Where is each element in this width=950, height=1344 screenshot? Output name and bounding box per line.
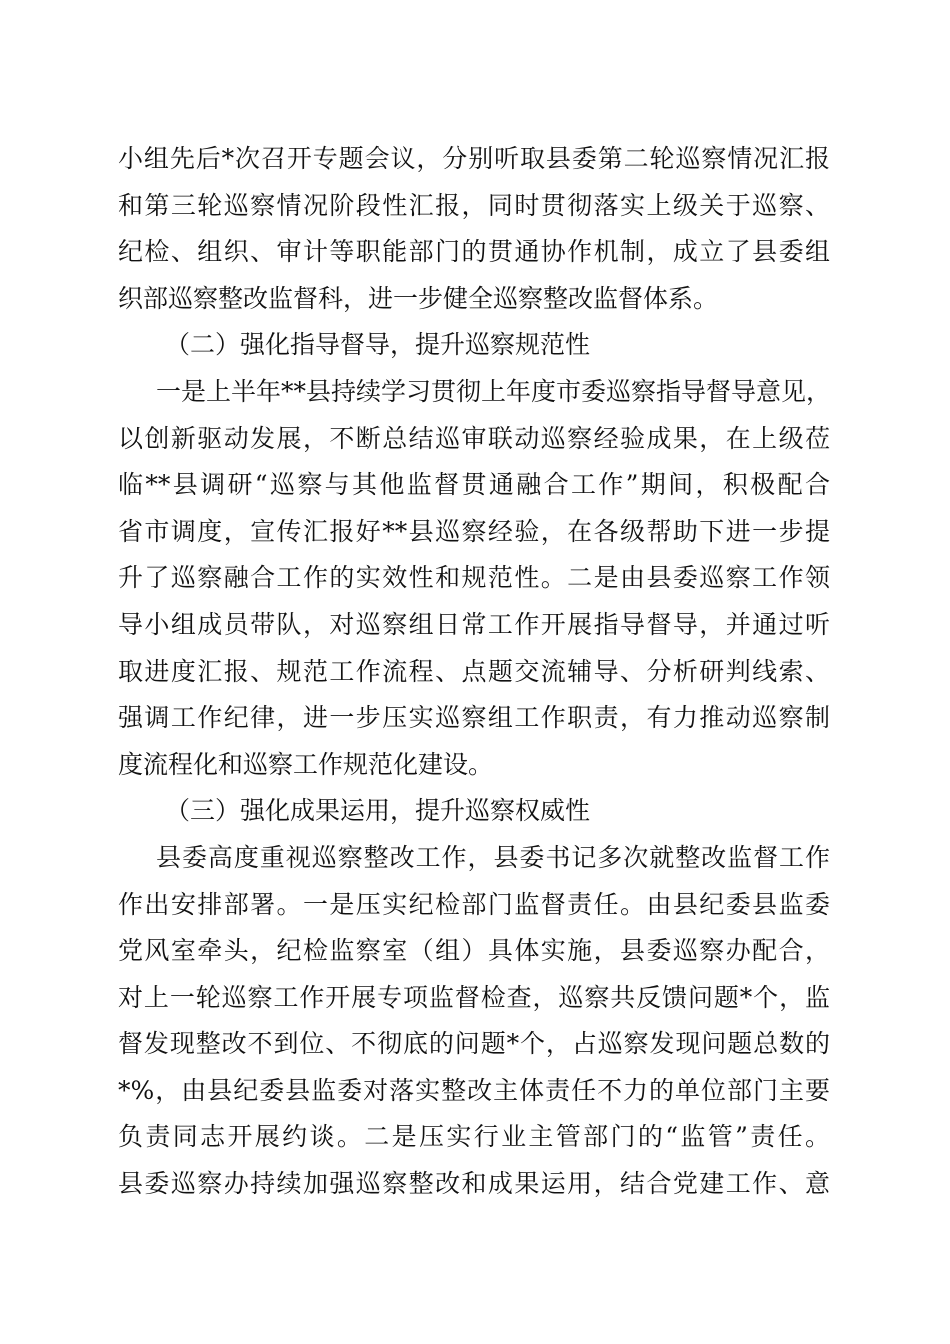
text-line: 升了巡察融合工作的实效性和规范性。二是由县委巡察工作领 (118, 563, 830, 593)
section-heading: （二）强化指导督导，提升巡察规范性 (165, 330, 591, 360)
text-line: 取进度汇报、规范工作流程、点题交流辅导、分析研判线索、 (118, 656, 830, 686)
text-line: 作出安排部署。一是压实纪检部门监督责任。由县纪委县监委 (118, 889, 830, 919)
text-line: 对上一轮巡察工作开展专项监督检查，巡察共反馈问题*个，监 (118, 982, 830, 1012)
text-line: 度流程化和巡察工作规范化建设。 (118, 749, 494, 779)
section-heading: （三）强化成果运用，提升巡察权威性 (165, 796, 591, 826)
text-line: 强调工作纪律，进一步压实巡察组工作职责，有力推动巡察制 (118, 703, 830, 733)
text-line: 党风室牵头，纪检监察室（组）具体实施，县委巡察办配合， (118, 936, 830, 966)
text-line: 省市调度，宣传汇报好**县巡察经验，在各级帮助下进一步提 (118, 516, 830, 546)
text-line: 县委巡察办持续加强巡察整改和成果运用，结合党建工作、意 (118, 1169, 830, 1199)
text-line: 导小组成员带队，对巡察组日常工作开展指导督导，并通过听 (118, 609, 830, 639)
text-line: 织部巡察整改监督科，进一步健全巡察整改监督体系。 (118, 283, 719, 313)
text-line: *%，由县纪委县监委对落实整改主体责任不力的单位部门主要 (118, 1075, 830, 1105)
document-body (118, 136, 830, 1208)
text-line: 县委高度重视巡察整改工作，县委书记多次就整改监督工作 (156, 842, 830, 872)
text-line: 一是上半年**县持续学习贯彻上年度市委巡察指导督导意见， (156, 376, 832, 406)
text-line: 临**县调研“巡察与其他监督贯通融合工作”期间，积极配合 (118, 470, 830, 500)
text-line: 以创新驱动发展，不断总结巡审联动巡察经验成果，在上级莅 (118, 423, 830, 453)
text-line: 督发现整改不到位、不彻底的问题*个，占巡察发现问题总数的 (118, 1029, 830, 1059)
text-line: 小组先后*次召开专题会议，分别听取县委第二轮巡察情况汇报 (118, 144, 830, 173)
text-line: 负责同志开展约谈。二是压实行业主管部门的“监管”责任。 (118, 1122, 830, 1152)
text-line: 和第三轮巡察情况阶段性汇报，同时贯彻落实上级关于巡察、 (118, 190, 830, 220)
text-line: 纪检、组织、审计等职能部门的贯通协作机制，成立了县委组 (118, 237, 830, 267)
